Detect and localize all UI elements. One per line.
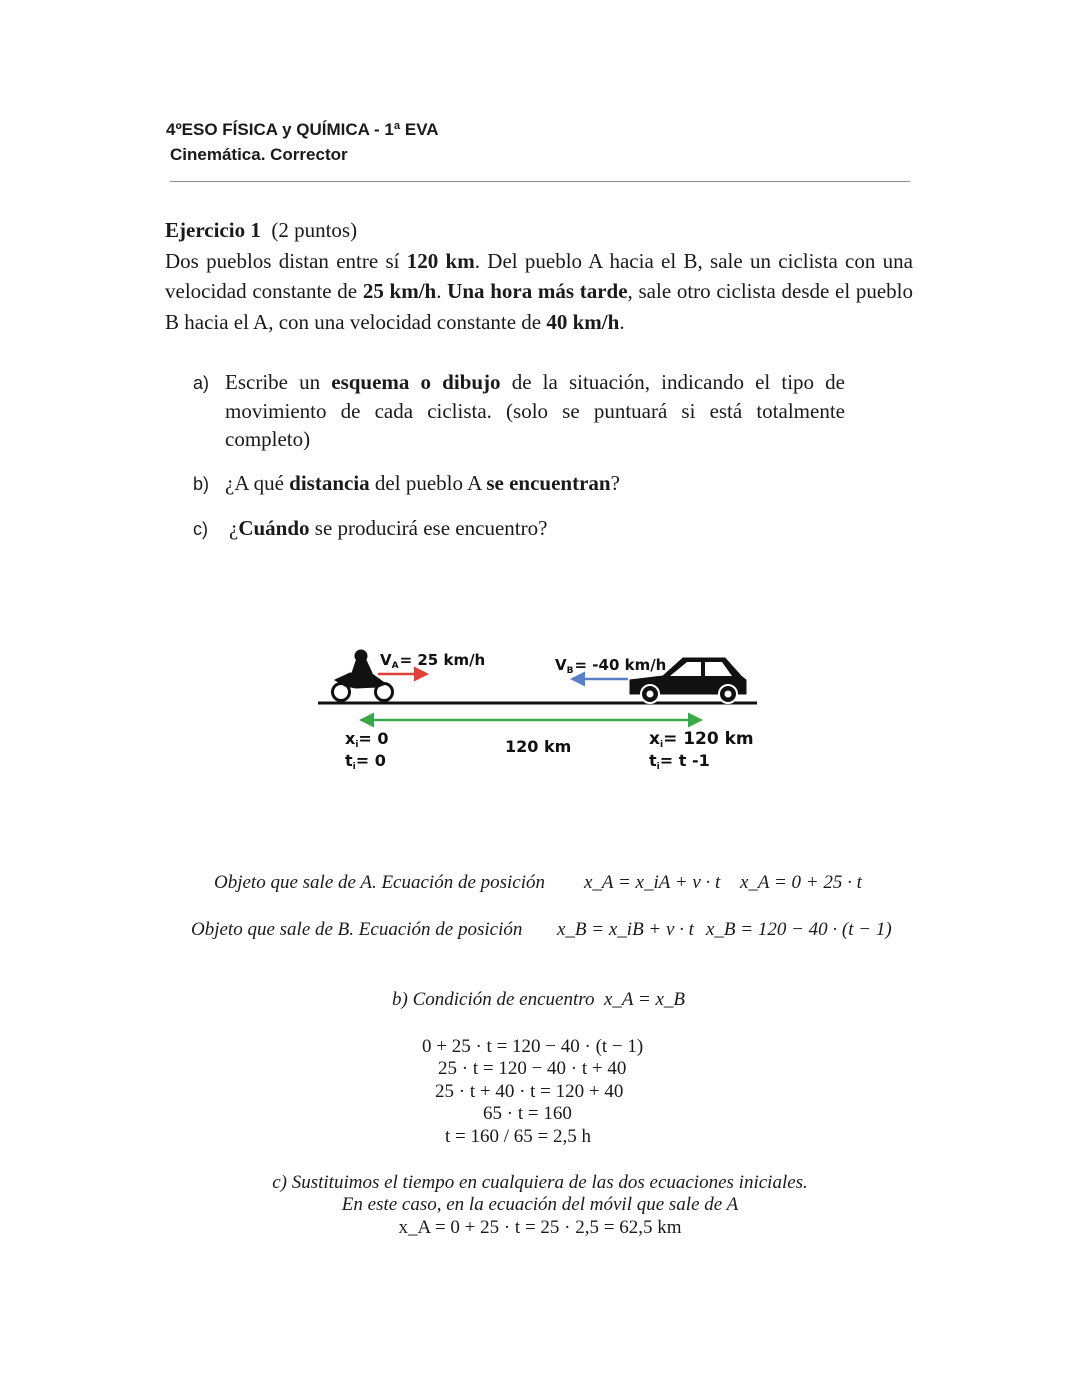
- exercise-title: Ejercicio 1: [165, 218, 261, 242]
- statement-speed-b: 40 km/h: [546, 309, 620, 334]
- question-c-text: se producirá ese encuentro?: [309, 516, 548, 540]
- question-b-label: b): [193, 474, 210, 494]
- question-a-bold: esquema o dibujo: [331, 370, 501, 394]
- a-initial-time: ti= 0: [345, 751, 386, 772]
- statement-text: .: [436, 279, 448, 303]
- step-4: 65 · t = 160: [483, 1103, 572, 1124]
- statement-text: .: [619, 309, 625, 334]
- row-b-description: Objeto que sale de B. Ecuación de posición: [191, 919, 523, 940]
- statement-delay: Una hora más tarde: [447, 279, 628, 303]
- question-b-bold: se encuentran: [486, 471, 611, 495]
- document-subtitle: Cinemática. Corrector: [170, 145, 348, 164]
- a-initial-position: xi= 0: [345, 729, 389, 750]
- question-a-text: Escribe un: [225, 370, 332, 394]
- course-header: 4ºESO FÍSICA y QUÍMICA - 1ª EVA: [166, 120, 439, 139]
- question-b-text: ¿A qué: [225, 471, 290, 495]
- part-c-line-2: En este caso, en la ecuación del móvil que sale de A: [341, 1194, 739, 1215]
- question-c-bold: Cuándo: [238, 516, 310, 540]
- header-divider: [170, 181, 910, 182]
- row-b-specific-equation: x_B = 120 − 40 · (t − 1): [706, 919, 892, 940]
- question-b-bold: distancia: [289, 471, 370, 495]
- step-3: 25 · t + 40 · t = 120 + 40: [435, 1081, 624, 1102]
- question-a-text: de la situación, indicando el tipo de movimiento de cada ciclista. (solo se puntuará si está totalmente completo): [225, 370, 846, 451]
- statement-text: , sale otro ciclista desde el pueblo B hacia el A, con una velocidad constante de: [165, 279, 914, 334]
- question-c-text: ¿: [229, 516, 239, 540]
- velocity-a-label: $V_A= 25$ km/h: [380, 651, 486, 671]
- meeting-condition: [392, 989, 685, 1011]
- statement-text: Dos pueblos distan entre sí: [165, 248, 407, 273]
- step-5: t = 160 / 65 = 2,5 h: [445, 1126, 591, 1147]
- statement-distance: 120 km: [406, 248, 475, 273]
- step-2: 25 · t = 120 − 40 · t + 40: [438, 1058, 627, 1079]
- part-c-line-1: c) Sustituimos el tiempo en cualquiera de las dos ecuaciones iniciales.: [272, 1172, 808, 1193]
- meeting-condition-equation: x_A = x_B: [603, 989, 686, 1010]
- row-a-general-equation: x_A = x_iA + v · t: [584, 872, 721, 893]
- meeting-condition-label: b) Condición de encuentro: [392, 989, 595, 1010]
- question-c: [229, 514, 547, 543]
- motion-diagram: [300, 640, 780, 780]
- b-initial-time: ti= t -1: [649, 751, 710, 772]
- step-1: 0 + 25 · t = 120 − 40 · (t − 1): [422, 1036, 644, 1057]
- row-b-general-equation: x_B = x_iB + v · t: [557, 919, 694, 940]
- velocity-b-label: $V_B= -40$ km/h: [555, 656, 667, 676]
- b-initial-position: xi= 120 km: [649, 729, 754, 750]
- question-b: [225, 469, 620, 498]
- question-b-text: ?: [610, 471, 620, 495]
- distance-label: 120 km: [505, 737, 572, 756]
- part-c-result: x_A = 0 + 25 · t = 25 · 2,5 = 62,5 km: [398, 1217, 682, 1238]
- exercise-statement: [165, 215, 913, 337]
- row-a-specific-equation: x_A = 0 + 25 · t: [740, 872, 862, 893]
- statement-text: . Del pueblo A hacia el B, sale un ciclista con una velocidad constante de: [165, 248, 913, 303]
- row-a-description: Objeto que sale de A. Ecuación de posición: [214, 872, 546, 893]
- question-b-text: del pueblo A: [369, 471, 487, 495]
- exercise-points: (2 puntos): [271, 218, 358, 242]
- question-a-label: a): [193, 373, 210, 393]
- question-a: [225, 368, 845, 454]
- question-c-label: c): [193, 519, 208, 539]
- statement-speed-a: 25 km/h: [362, 279, 437, 303]
